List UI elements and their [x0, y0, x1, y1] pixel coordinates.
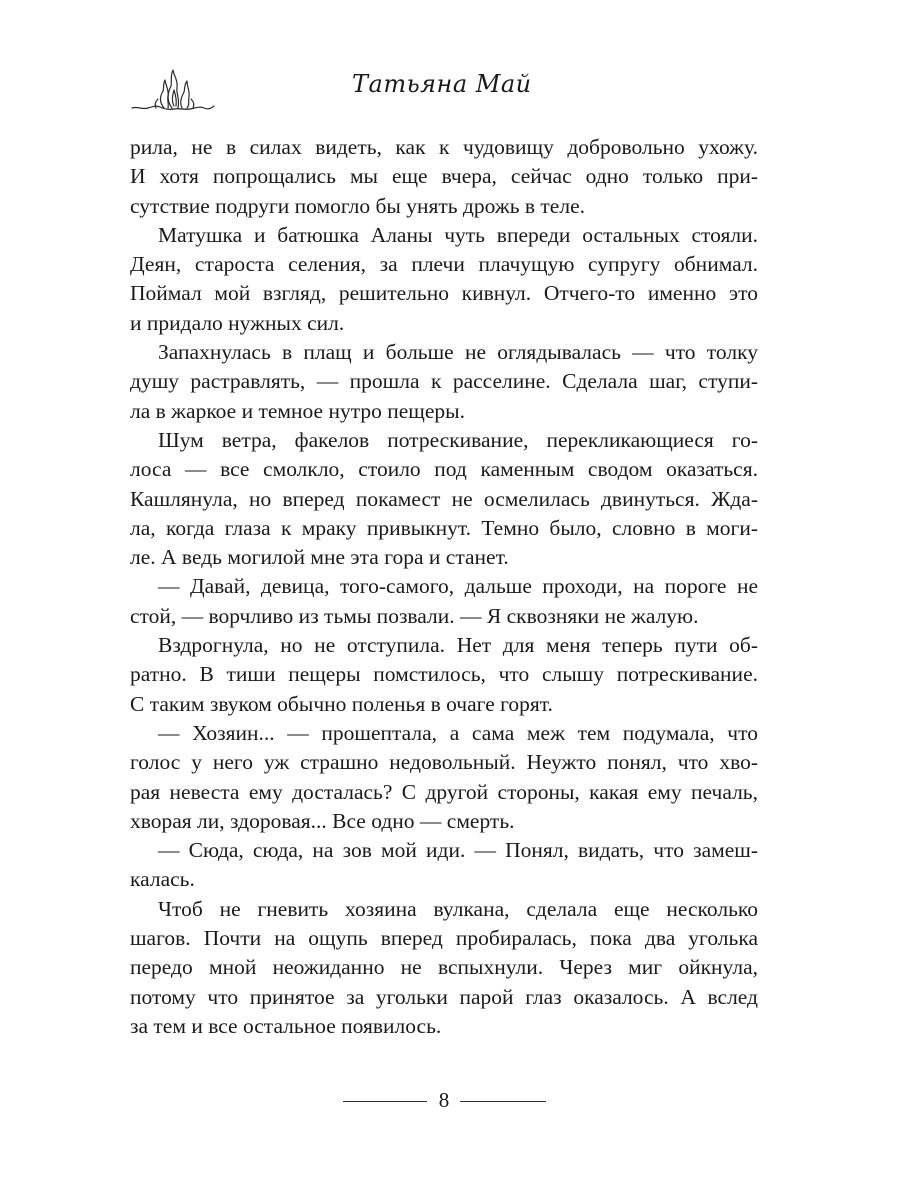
- author-name: Татьяна Май: [352, 70, 532, 98]
- text-line: Матушка и батюшка Аланы чуть впереди остальных стояли.: [158, 222, 758, 247]
- text-line: рила, не в силах видеть, как к чудовищу добровольно ухожу.: [130, 135, 758, 159]
- text-line: — Давай, девица, того-самого, дальше проходи, на пороге не: [158, 574, 758, 599]
- text-line: ле. А ведь могилой мне эта гора и станет.: [130, 545, 509, 570]
- text-line: Запахнулась в плащ и больше не оглядывалась — что толку: [158, 340, 758, 365]
- text-line: ла, когда глаза к мраку привыкнут. Темно было, словно в моги-: [130, 515, 758, 540]
- text-line: и придало нужных сил.: [130, 310, 345, 335]
- running-header: [130, 62, 770, 122]
- footer-rule-right: [460, 1101, 546, 1102]
- text-line: душу растравлять, — прошла к расселине. Сделала шаг, ступи-: [130, 369, 758, 394]
- text-line: передо мной неожиданно не вспыхнули. Через миг ойкнула,: [130, 955, 758, 980]
- text-line: калась.: [130, 867, 195, 892]
- footer-rule-left: [343, 1101, 427, 1102]
- text-line: лоса — все смолкло, стоило под каменным сводом оказаться.: [130, 457, 758, 482]
- text-line: шагов. Почти на ощупь вперед пробиралась, пока два уголька: [130, 926, 758, 951]
- text-line: Вздрогнула, но не отступила. Нет для меня теперь пути об-: [158, 633, 758, 658]
- text-line: — Хозяин... — прошептала, а сама меж тем подумала, что: [158, 720, 758, 745]
- page-number: 8: [438, 1088, 450, 1112]
- text-line: стой, — ворчливо из тьмы позвали. — Я сквозняки не жалую.: [130, 603, 699, 628]
- text-line: потому что принятое за угольки парой глаз оказалось. А вслед: [130, 984, 758, 1009]
- text-line: Поймал мой взгляд, решительно кивнул. Отчего-то именно это: [130, 281, 758, 306]
- text-line: хворая ли, здоровая... Все одно — смерть.: [130, 808, 515, 833]
- text-line: ратно. В тиши пещеры помстилось, что слышу потрескивание.: [130, 662, 758, 687]
- body-text: [130, 133, 758, 1041]
- text-line: ла в жаркое и темное нутро пещеры.: [130, 398, 465, 423]
- flame-ornament-icon: [130, 64, 216, 116]
- text-line: рая невеста ему досталась? С другой стороны, какая ему печаль,: [130, 779, 758, 804]
- text-line: Деян, староста селения, за плечи плачущую супругу обнимал.: [130, 252, 758, 277]
- text-line: И хотя попрощались мы еще вчера, сейчас одно только при-: [130, 164, 758, 189]
- text-line: голос у него уж страшно недовольный. Неужто понял, что хво-: [130, 750, 758, 775]
- text-line: Кашлянула, но вперед покамест не осмелилась двинуться. Жда-: [130, 486, 758, 511]
- text-line: Чтоб не гневить хозяина вулкана, сделала еще несколько: [158, 896, 758, 921]
- text-line: Шум ветра, факелов потрескивание, перекликающиеся го-: [158, 427, 758, 452]
- text-line: С таким звуком обычно поленья в очаге горят.: [130, 691, 553, 716]
- text-line: сутствие подруги помогло бы унять дрожь в теле.: [130, 193, 585, 218]
- page-footer: [0, 1088, 900, 1118]
- text-line: — Сюда, сюда, на зов мой иди. — Понял, видать, что замеш-: [158, 838, 758, 863]
- text-line: за тем и все остальное появилось.: [130, 1013, 442, 1038]
